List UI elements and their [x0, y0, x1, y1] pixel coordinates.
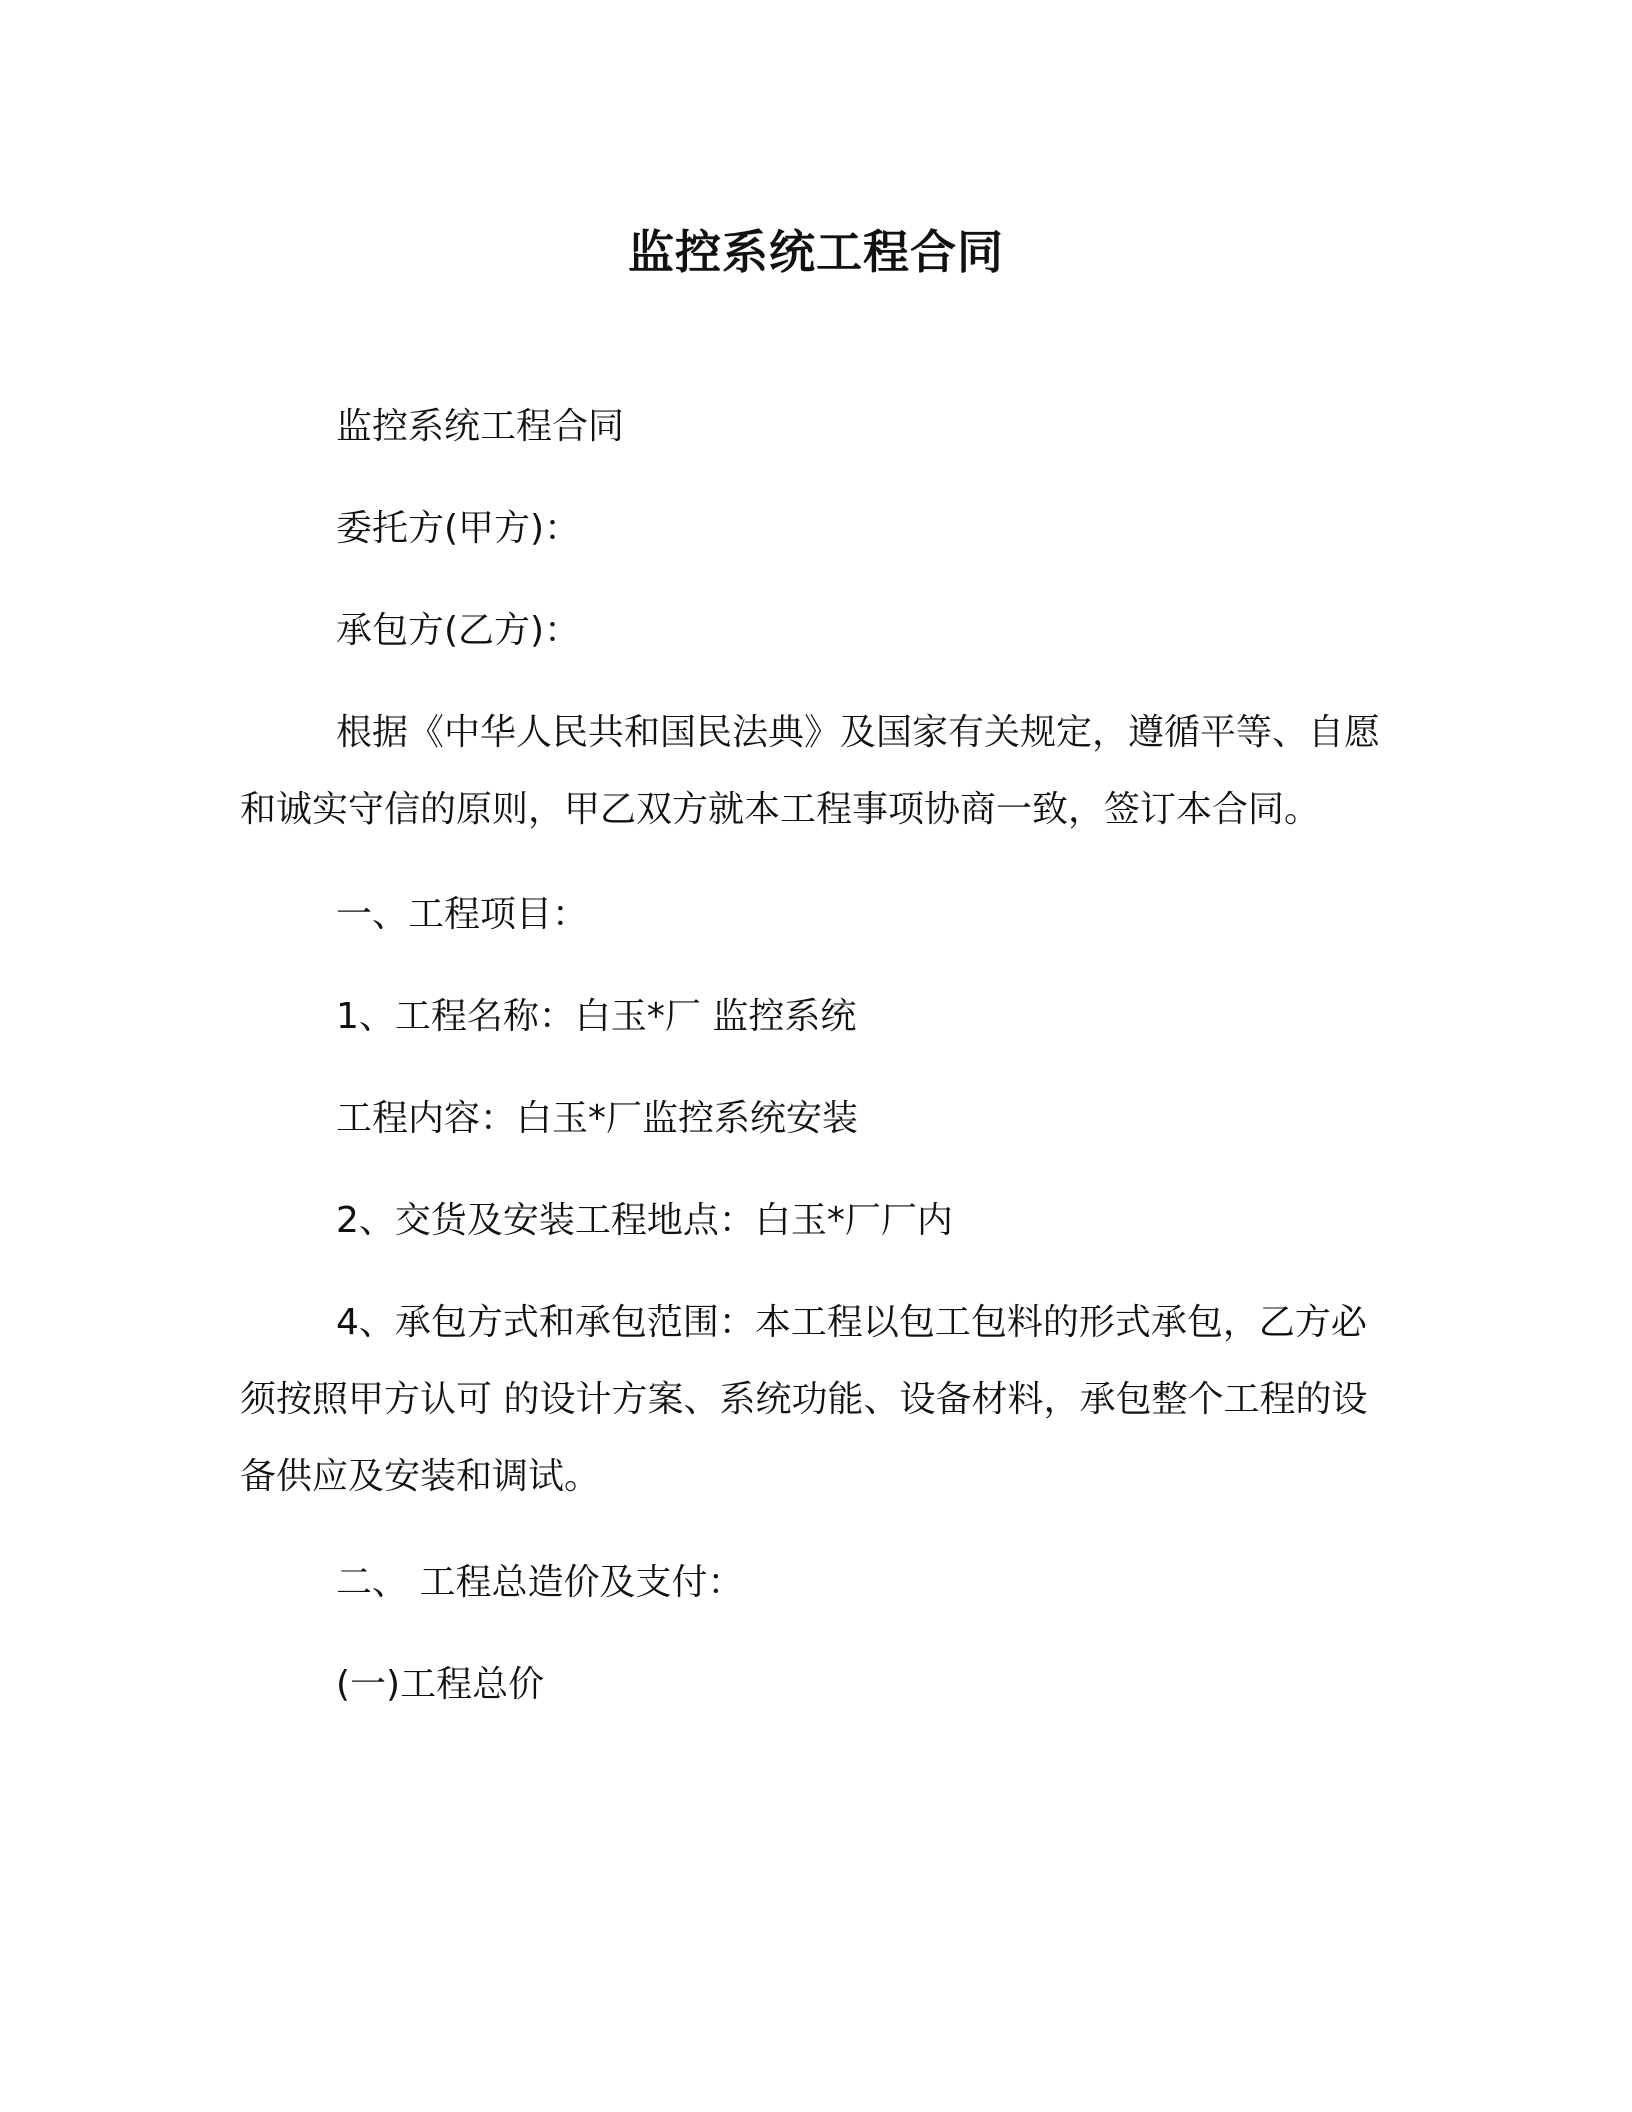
paragraph-party-b: 承包方(乙方)： [336, 610, 581, 651]
document-title: 监控系统工程合同 [628, 225, 1004, 279]
paragraph-party-a: 委托方(甲方)： [336, 508, 581, 549]
paragraph-legal-basis: 根据《中华人民共和国民法典》及国家有关规定，遵循平等、自愿和诚实守信的原则，甲乙双方就本工程事项协商一致，签订本合同。 [240, 712, 1381, 830]
paragraph-project-location: 2、交货及安装工程地点：白玉*厂厂内 [336, 1200, 953, 1241]
paragraph-project-content: 工程内容：白玉*厂监控系统安装 [336, 1098, 859, 1139]
paragraph-contract-name: 监控系统工程合同 [336, 406, 625, 447]
paragraph-contract-scope: 4、承包方式和承包范围：本工程以包工包料的形式承包，乙方必须按照甲方认可 的设计方案、系统功能、设备材料，承包整个工程的设备供应及安装和调试。 [240, 1302, 1368, 1497]
subsection-heading-total-price: (一)工程总价 [336, 1664, 545, 1705]
section-heading-project: 一、工程项目： [336, 894, 589, 935]
section-heading-cost: 二、 工程总造价及支付： [336, 1562, 744, 1603]
paragraph-project-name: 1、工程名称：白玉*厂 监控系统 [336, 996, 857, 1037]
